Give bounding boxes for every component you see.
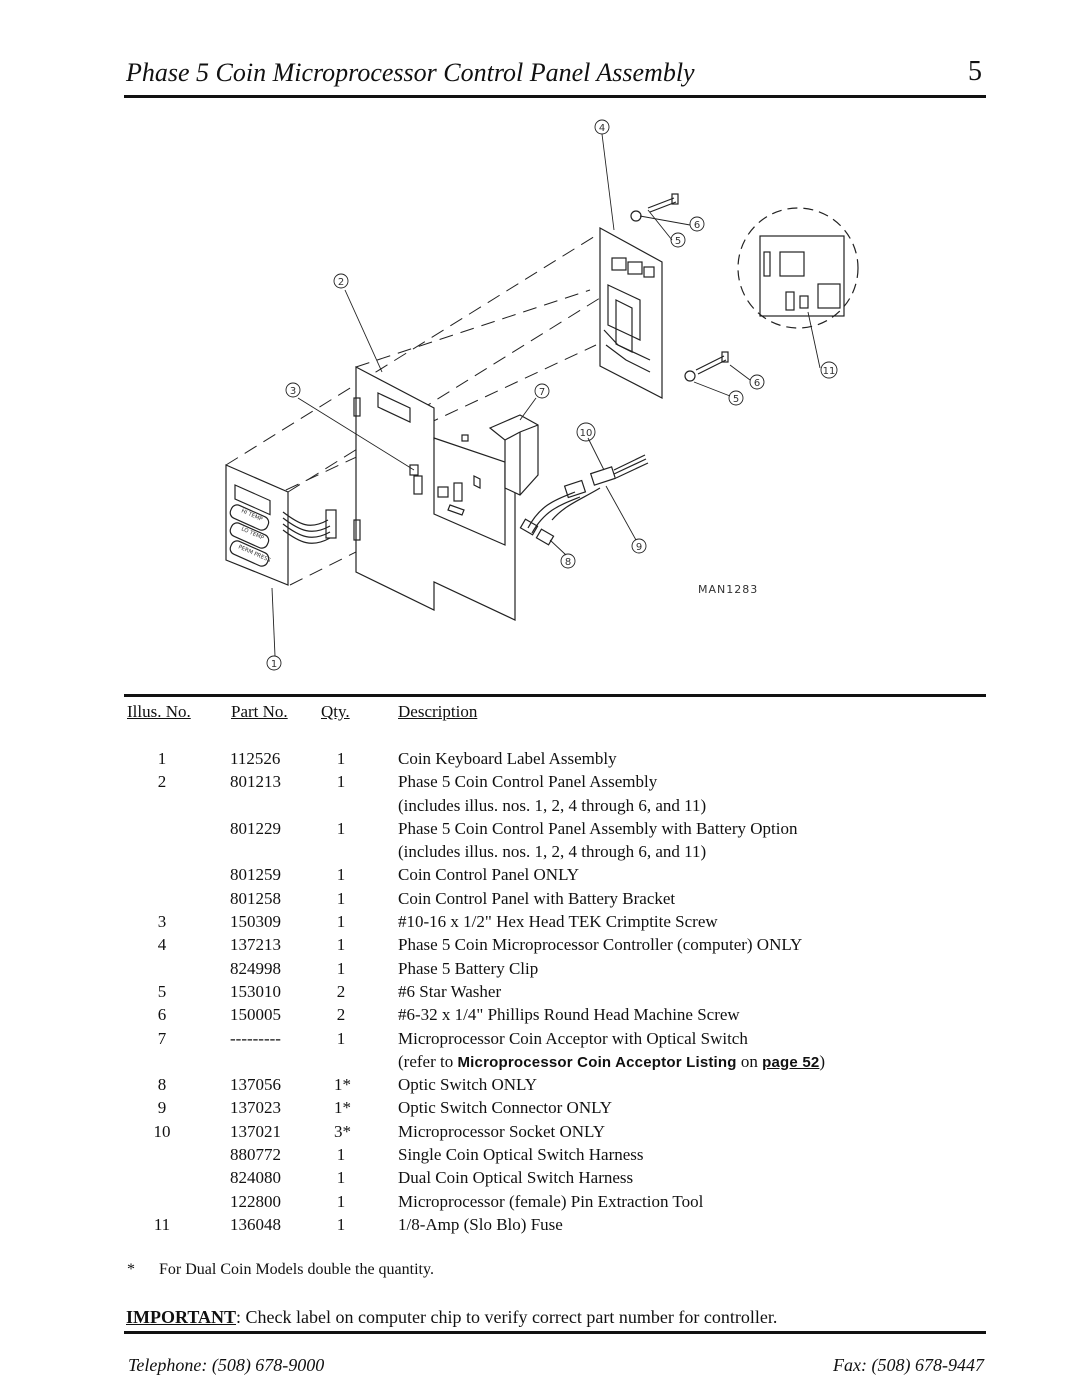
- col-header-qty: Qty.: [321, 702, 350, 721]
- callout-4: 4: [598, 123, 606, 134]
- part-no: 112526: [230, 749, 281, 768]
- illus-no: 10: [153, 1121, 171, 1141]
- description: 1/8-Amp (Slo Blo) Fuse: [398, 1214, 563, 1234]
- table-row: [124, 981, 984, 1004]
- description: (includes illus. nos. 1, 2, 4 through 6, and 11): [398, 842, 707, 862]
- keypad-label-hi-temp: HI TEMP: [240, 508, 264, 523]
- callout-2: 2: [337, 277, 345, 288]
- illus-no: 4: [157, 935, 167, 955]
- table-row: [124, 864, 984, 887]
- table-row: [124, 1191, 984, 1214]
- part-no: 137056: [230, 1075, 281, 1095]
- callout-9: 9: [635, 542, 643, 553]
- callout-3: 3: [289, 386, 297, 397]
- table-row: [124, 1214, 984, 1237]
- qty: 1: [336, 912, 346, 932]
- table-row: [124, 771, 984, 794]
- qty: 1: [336, 818, 346, 838]
- illus-no: 8: [157, 1075, 167, 1095]
- table-row: [124, 795, 984, 818]
- illus-no: 11: [153, 1214, 171, 1234]
- description: Phase 5 Battery Clip: [398, 958, 539, 978]
- table-row: [124, 888, 984, 911]
- qty: 1: [336, 865, 346, 885]
- qty: 1: [336, 1028, 346, 1048]
- table-row: [124, 1097, 984, 1120]
- part-no: 137021: [230, 1121, 281, 1141]
- description: Microprocessor Socket ONLY: [398, 1121, 605, 1141]
- table-row: [124, 748, 984, 771]
- table-row: [124, 1121, 984, 1144]
- description: Phase 5 Coin Microprocessor Controller (computer) ONLY: [398, 935, 803, 955]
- illus-no: 7: [157, 1028, 167, 1048]
- telephone: Telephone: (508) 678-9000: [128, 1355, 325, 1375]
- qty: 1: [336, 935, 346, 955]
- description: Single Coin Optical Switch Harness: [398, 1145, 644, 1165]
- qty: 1: [336, 1191, 346, 1211]
- part-no: 136048: [230, 1214, 281, 1234]
- part-no: 801229: [230, 818, 281, 838]
- description: #6 Star Washer: [398, 981, 502, 1001]
- part-no: 880772: [230, 1145, 281, 1165]
- part-no: 137213: [230, 935, 281, 955]
- callout-8: 8: [564, 557, 572, 568]
- qty: 1: [336, 888, 346, 908]
- description: Coin Keyboard Label Assembly: [398, 749, 617, 768]
- qty: 1: [336, 1214, 346, 1234]
- reference-note: (refer to Microprocessor Coin Acceptor Listing on page 52): [398, 1051, 826, 1071]
- part-no: 801213: [230, 772, 281, 792]
- description: Phase 5 Coin Control Panel Assembly: [398, 772, 658, 792]
- qty: 1: [336, 1168, 346, 1188]
- footnote: * For Dual Coin Models double the quantity.: [127, 1261, 434, 1278]
- part-no: 150309: [230, 912, 281, 932]
- callout-6b: 6: [753, 378, 761, 389]
- callout-1: 1: [270, 659, 278, 670]
- keypad-label-lo-temp: LO TEMP: [240, 526, 265, 542]
- parts-table: [124, 748, 984, 1237]
- part-no: 801258: [230, 888, 281, 908]
- callout-11: 11: [822, 366, 836, 377]
- important-note: IMPORTANT: Check label on computer chip to verify correct part number for controller.: [126, 1307, 778, 1327]
- illus-no: 2: [157, 772, 167, 792]
- table-top-rule: [124, 694, 986, 697]
- qty: 1: [336, 1145, 346, 1165]
- callout-5b: 5: [732, 394, 740, 405]
- description: Dual Coin Optical Switch Harness: [398, 1168, 634, 1188]
- description: Coin Control Panel with Battery Bracket: [398, 888, 676, 908]
- table-row: [124, 911, 984, 934]
- description: Optic Switch ONLY: [398, 1075, 538, 1095]
- table-row: [124, 1167, 984, 1190]
- part-no: 824080: [230, 1168, 281, 1188]
- description: Microprocessor Coin Acceptor with Optical Switch: [398, 1028, 748, 1048]
- part-no: 153010: [230, 981, 281, 1001]
- table-row: [124, 1074, 984, 1097]
- illus-no: 5: [157, 981, 167, 1001]
- callout-10: 10: [579, 428, 593, 439]
- part-no: ---------: [230, 1028, 281, 1048]
- qty: 2: [336, 981, 346, 1001]
- part-no: 150005: [230, 1005, 281, 1025]
- table-row: [124, 1028, 984, 1051]
- page-52-link[interactable]: page 52: [762, 1053, 820, 1071]
- description: Coin Control Panel ONLY: [398, 865, 580, 885]
- part-no: 801259: [230, 865, 281, 885]
- description: #6-32 x 1/4" Phillips Round Head Machine Screw: [398, 1005, 740, 1025]
- qty: 1: [336, 749, 346, 768]
- col-header-desc: Description: [398, 702, 478, 721]
- illus-no: 6: [157, 1005, 167, 1025]
- assembly-diagram: [200, 110, 880, 685]
- footer-rule: [124, 1331, 986, 1334]
- qty: 1: [336, 772, 346, 792]
- table-row: [124, 934, 984, 957]
- table-row: [124, 958, 984, 981]
- table-row: [124, 1051, 984, 1074]
- description: Optic Switch Connector ONLY: [398, 1098, 613, 1118]
- description: #10-16 x 1/2" Hex Head TEK Crimptite Screw: [398, 912, 718, 932]
- part-no: 137023: [230, 1098, 281, 1118]
- col-header-part: Part No.: [231, 702, 288, 721]
- fax: Fax: (508) 678-9447: [833, 1355, 984, 1375]
- table-row: [124, 841, 984, 864]
- table-row: [124, 1144, 984, 1167]
- callout-7: 7: [538, 387, 546, 398]
- qty: 2: [336, 1005, 346, 1025]
- table-row: [124, 818, 984, 841]
- qty: 3*: [334, 1121, 351, 1141]
- header-rule: [124, 95, 986, 98]
- part-no: 122800: [230, 1191, 281, 1211]
- drawing-id: MAN1283: [698, 583, 759, 596]
- page-number: 5: [968, 56, 982, 87]
- qty: 1*: [334, 1098, 351, 1118]
- page-title: Phase 5 Coin Microprocessor Control Panel Assembly: [126, 58, 695, 87]
- description: Microprocessor (female) Pin Extraction Tool: [398, 1191, 704, 1211]
- qty: 1: [336, 958, 346, 978]
- illus-no: 3: [157, 912, 167, 932]
- illus-no: 9: [157, 1098, 167, 1118]
- col-header-illus: Illus. No.: [127, 702, 191, 721]
- qty: 1*: [334, 1075, 351, 1095]
- callout-6: 6: [693, 220, 701, 231]
- part-no: 824998: [230, 958, 281, 978]
- illus-no: 1: [157, 749, 167, 768]
- callout-5: 5: [674, 236, 682, 247]
- description: Phase 5 Coin Control Panel Assembly with Battery Option: [398, 818, 798, 838]
- keypad-label-perm-press: PERM PRESS: [237, 544, 272, 564]
- description: (includes illus. nos. 1, 2, 4 through 6, and 11): [398, 795, 707, 815]
- table-row: [124, 1004, 984, 1027]
